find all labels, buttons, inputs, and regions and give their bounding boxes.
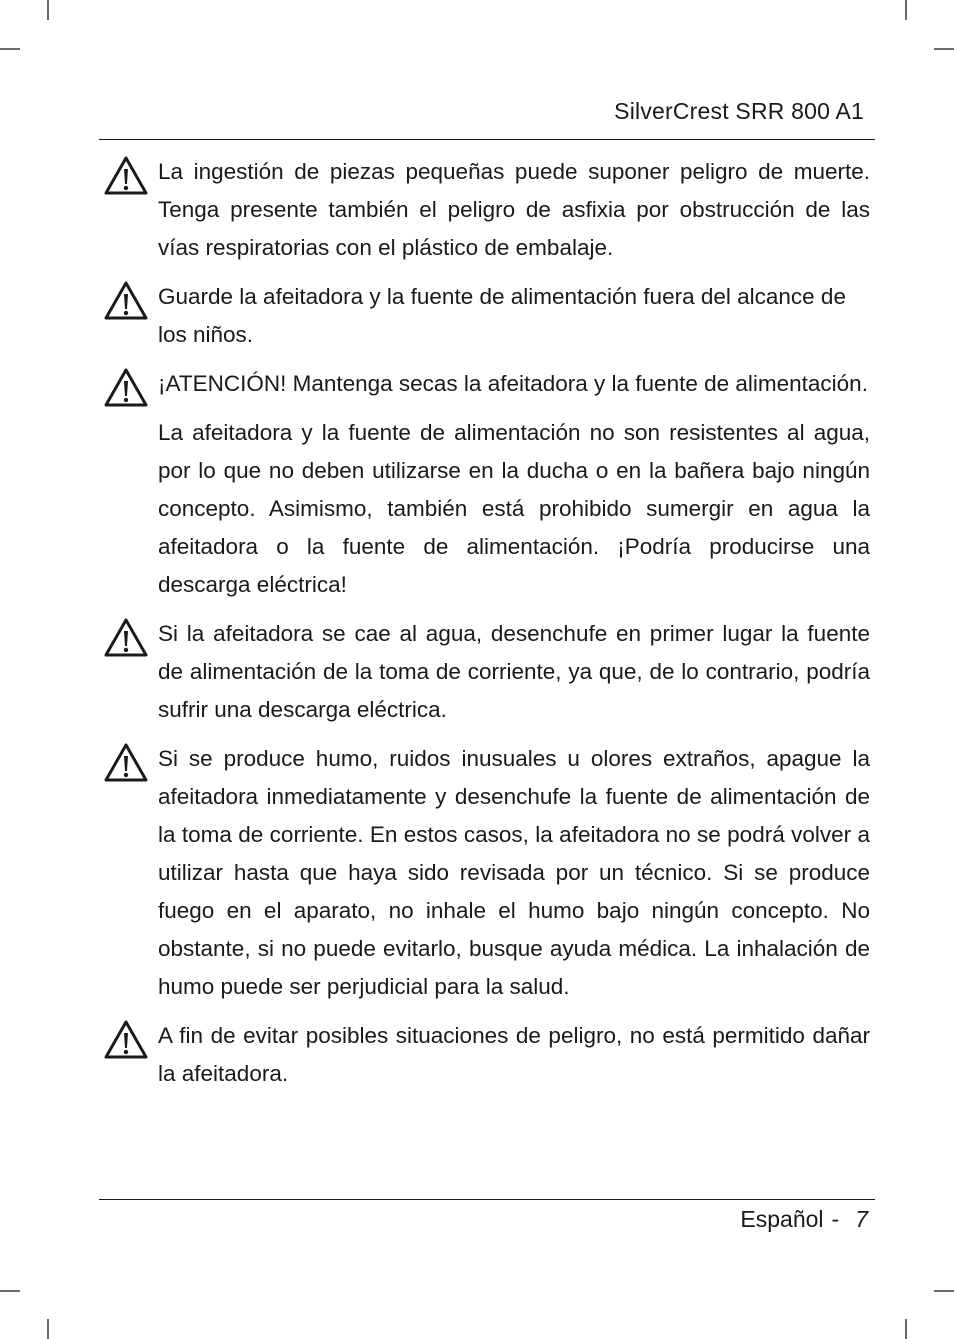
safety-text: Si la afeitadora se cae al agua, desenchufe en primer lugar la fuente de alimentación de la toma de corriente, ya que, de lo contrario, podría sufrir una descarga eléctrica. [158,621,870,722]
footer-separator: - [831,1206,840,1232]
warning-icon [103,367,149,408]
page-header-title: SilverCrest SRR 800 A1 [614,98,864,124]
crop-mark [47,1319,49,1339]
safety-text: Si se produce humo, ruidos inusuales u olores extraños, apague la afeitadora inmediatamente y desenchufe la fuente de alimentación de la toma de corriente. En estos casos, la afeitadora no se podrá volver a utilizar hasta que haya sido revisada por un técnico. Si se produce fuego en el aparato, no inhale el humo bajo ningún concepto. No obstante, si no puede evitarlo, busque ayuda médica. La inhalación de humo puede ser perjudicial para la salud. [158,746,870,999]
warning-icon [103,617,149,658]
safety-block [100,278,870,354]
footer-language: Español [740,1206,824,1232]
safety-text: Guarde la afeitadora y la fuente de alimentación fuera del alcance de los niños. [158,284,846,347]
safety-block [100,414,870,604]
warning-icon [103,742,149,783]
safety-text: La afeitadora y la fuente de alimentación no son resistentes al agua, por lo que no deben utilizarse en la ducha o en la bañera bajo ningún concepto. Asimismo, también está prohibido sumergir en agua la afeitadora o la fuente de alimentación. ¡Podría producirse una descarga eléctrica! [158,420,870,597]
page-content [100,153,870,1093]
crop-mark [905,0,907,20]
page-footer [740,1206,868,1233]
crop-mark [0,1290,20,1292]
footer-rule [99,1199,875,1200]
safety-block [100,740,870,1006]
header-rule [99,139,875,140]
warning-icon [103,1019,149,1060]
warning-icon [103,280,149,321]
safety-block [100,365,870,403]
safety-text: ¡ATENCIÓN! Mantenga secas la afeitadora y la fuente de alimentación. [158,371,868,396]
page-number: 7 [855,1206,868,1232]
safety-block [100,153,870,267]
crop-mark [934,48,954,50]
crop-mark [47,0,49,20]
crop-mark [934,1290,954,1292]
safety-text: La ingestión de piezas pequeñas puede suponer peligro de muerte. Tenga presente también el peligro de asfixia por obstrucción de las vías respiratorias con el plástico de embalaje. [158,159,870,260]
warning-icon [103,155,149,196]
safety-text: A fin de evitar posibles situaciones de peligro, no está permitido dañar la afeitadora. [158,1023,870,1086]
crop-mark [905,1319,907,1339]
safety-block [100,1017,870,1093]
safety-block [100,615,870,729]
crop-mark [0,48,20,50]
